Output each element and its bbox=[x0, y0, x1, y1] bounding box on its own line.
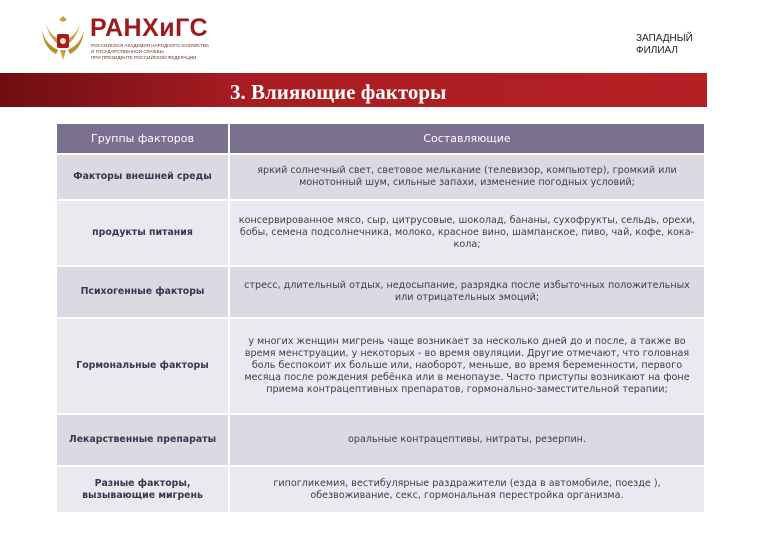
table-row bbox=[57, 154, 704, 200]
table-header-row bbox=[57, 124, 704, 154]
eagle-crest-icon bbox=[38, 10, 88, 66]
factors-table bbox=[57, 124, 704, 512]
header-groups: Группы факторов bbox=[57, 124, 229, 154]
factor-group: Психогенные факторы bbox=[57, 266, 229, 318]
branch-label-line2: ФИЛИАЛ bbox=[636, 45, 678, 56]
factor-components: стресс, длительный отдых, недосыпание, разрядка после избыточных положительных или отрицательных эмоций; bbox=[229, 266, 704, 318]
table-row bbox=[57, 414, 704, 466]
factor-components: у многих женщин мигрень чаще возникает за несколько дней до и после, а также во время менструации, у некоторых - во время овуляции. Другие отмечают, что головная боль беспокоит их больше или, наоборот, меньше, во время беременности, первого месяца после рождения ребёнка или в менопаузе. Часто приступы возникают на фоне приема контрацептивных препаратов, гормонально-заместительной терапии; bbox=[229, 318, 704, 414]
factor-group: Разные факторы, вызывающие мигрень bbox=[57, 466, 229, 512]
table-row bbox=[57, 200, 704, 266]
factor-group: Гормональные факторы bbox=[57, 318, 229, 414]
branch-label-line1: ЗАПАДНЫЙ bbox=[636, 33, 693, 44]
table-row bbox=[57, 266, 704, 318]
slide-title: 3. Влияющие факторы bbox=[230, 80, 447, 104]
factor-components: оральные контрацептивы, нитраты, резерпин. bbox=[229, 414, 704, 466]
branch-label bbox=[636, 33, 693, 57]
ranepa-logo bbox=[38, 10, 208, 66]
brand-subtitle-line: ПРИ ПРЕЗИДЕНТЕ РОССИЙСКОЙ ФЕДЕРАЦИИ bbox=[91, 55, 197, 61]
table-row bbox=[57, 318, 704, 414]
factor-group: Факторы внешней среды bbox=[57, 154, 229, 200]
brand-subtitle-line: РОССИЙСКАЯ АКАДЕМИЯ НАРОДНОГО ХОЗЯЙСТВА bbox=[91, 43, 209, 48]
factor-group: Лекарственные препараты bbox=[57, 414, 229, 466]
header-components: Составляющие bbox=[229, 124, 704, 154]
brand-subtitle bbox=[91, 43, 209, 62]
factor-components: яркий солнечный свет, световое мелькание (телевизор, компьютер), громкий или монотонный шум, сильные запахи, изменение погодных условий; bbox=[229, 154, 704, 200]
table-row bbox=[57, 466, 704, 512]
brand-subtitle-line: И ГОСУДАРСТВЕННОЙ СЛУЖБЫ bbox=[91, 49, 164, 55]
factor-group: продукты питания bbox=[57, 200, 229, 266]
brand-name: РАНХиГС bbox=[90, 14, 209, 42]
factor-components: гипогликемия, вестибулярные раздражители (езда в автомобиле, поезде ), обезвоживание, секс, гормональная перестройка организма. bbox=[229, 466, 704, 512]
factor-components: консервированное мясо, сыр, цитрусовые, шоколад, бананы, сухофрукты, сельдь, орехи, бобы, семена подсолнечника, молоко, красное вино, шампанское, пиво, чай, кофе, кока-кола; bbox=[229, 200, 704, 266]
